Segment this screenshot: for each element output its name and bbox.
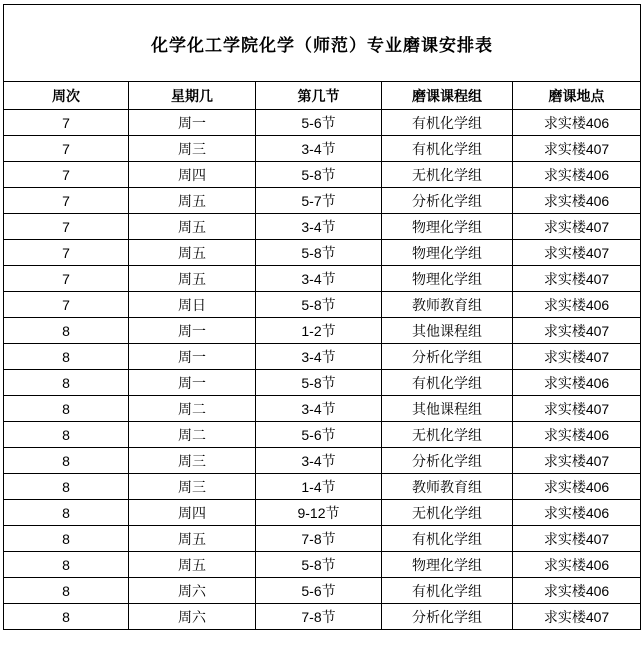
table-cell: 8 (4, 422, 129, 448)
table-row (4, 214, 641, 240)
table-cell: 有机化学组 (382, 110, 513, 136)
table-cell: 周三 (129, 474, 256, 500)
schedule-sheet (3, 4, 640, 630)
table-cell: 7 (4, 110, 129, 136)
table-cell: 分析化学组 (382, 604, 513, 630)
table-cell: 3-4节 (256, 448, 382, 474)
table-row (4, 136, 641, 162)
table-row (4, 526, 641, 552)
table-cell: 5-8节 (256, 240, 382, 266)
table-cell: 求实楼407 (513, 240, 641, 266)
table-cell: 求实楼406 (513, 422, 641, 448)
table-cell: 无机化学组 (382, 162, 513, 188)
table-cell: 5-8节 (256, 292, 382, 318)
table-cell: 无机化学组 (382, 500, 513, 526)
table-cell: 其他课程组 (382, 396, 513, 422)
table-cell: 7 (4, 266, 129, 292)
table-row (4, 552, 641, 578)
table-cell: 7 (4, 188, 129, 214)
table-cell: 7-8节 (256, 604, 382, 630)
table-cell: 无机化学组 (382, 422, 513, 448)
table-cell: 7 (4, 240, 129, 266)
table-cell: 周一 (129, 110, 256, 136)
table-cell: 周五 (129, 266, 256, 292)
table-cell: 1-2节 (256, 318, 382, 344)
table-cell: 有机化学组 (382, 370, 513, 396)
table-body (4, 110, 641, 630)
table-cell: 周五 (129, 552, 256, 578)
table-cell: 7 (4, 162, 129, 188)
table-cell: 求实楼406 (513, 370, 641, 396)
table-cell: 教师教育组 (382, 474, 513, 500)
column-header-location: 磨课地点 (513, 82, 641, 110)
table-cell: 周五 (129, 214, 256, 240)
table-cell: 3-4节 (256, 266, 382, 292)
table-cell: 8 (4, 526, 129, 552)
table-cell: 周四 (129, 500, 256, 526)
table-cell: 有机化学组 (382, 526, 513, 552)
table-cell: 5-7节 (256, 188, 382, 214)
table-cell: 求实楼406 (513, 500, 641, 526)
table-cell: 求实楼407 (513, 266, 641, 292)
table-row (4, 162, 641, 188)
table-row (4, 240, 641, 266)
table-cell: 3-4节 (256, 344, 382, 370)
table-cell: 求实楼407 (513, 214, 641, 240)
table-row (4, 604, 641, 630)
header-row (4, 82, 641, 110)
table-cell: 周一 (129, 344, 256, 370)
table-cell: 1-4节 (256, 474, 382, 500)
table-cell: 5-6节 (256, 578, 382, 604)
table-cell: 求实楼406 (513, 552, 641, 578)
table-cell: 物理化学组 (382, 214, 513, 240)
table-cell: 7 (4, 292, 129, 318)
table-cell: 物理化学组 (382, 240, 513, 266)
column-header-weekday: 星期几 (129, 82, 256, 110)
table-cell: 8 (4, 318, 129, 344)
table-cell: 7 (4, 136, 129, 162)
title-row (4, 5, 641, 82)
table-cell: 8 (4, 474, 129, 500)
table-cell: 周五 (129, 240, 256, 266)
schedule-table (3, 4, 641, 630)
table-cell: 7-8节 (256, 526, 382, 552)
table-cell: 求实楼407 (513, 344, 641, 370)
table-row (4, 396, 641, 422)
table-cell: 3-4节 (256, 396, 382, 422)
table-cell: 求实楼407 (513, 448, 641, 474)
table-cell: 周二 (129, 396, 256, 422)
table-cell: 分析化学组 (382, 344, 513, 370)
table-cell: 求实楼407 (513, 136, 641, 162)
table-cell: 8 (4, 344, 129, 370)
column-header-course-group: 磨课课程组 (382, 82, 513, 110)
table-cell: 5-6节 (256, 422, 382, 448)
table-cell: 周一 (129, 318, 256, 344)
table-cell: 5-6节 (256, 110, 382, 136)
table-cell: 求实楼407 (513, 396, 641, 422)
table-cell: 分析化学组 (382, 188, 513, 214)
column-header-period: 第几节 (256, 82, 382, 110)
table-cell: 8 (4, 370, 129, 396)
table-row (4, 292, 641, 318)
table-row (4, 344, 641, 370)
table-cell: 周一 (129, 370, 256, 396)
table-cell: 求实楼407 (513, 604, 641, 630)
table-cell: 周六 (129, 604, 256, 630)
table-cell: 8 (4, 500, 129, 526)
table-cell: 求实楼406 (513, 188, 641, 214)
table-row (4, 422, 641, 448)
table-cell: 周四 (129, 162, 256, 188)
table-cell: 求实楼406 (513, 162, 641, 188)
column-header-week: 周次 (4, 82, 129, 110)
page-title: 化学化工学院化学（师范）专业磨课安排表 (4, 5, 641, 82)
table-row (4, 474, 641, 500)
table-cell: 3-4节 (256, 136, 382, 162)
table-row (4, 110, 641, 136)
table-row (4, 500, 641, 526)
table-cell: 5-8节 (256, 552, 382, 578)
table-cell: 有机化学组 (382, 578, 513, 604)
table-cell: 周二 (129, 422, 256, 448)
table-cell: 周五 (129, 188, 256, 214)
table-cell: 求实楼406 (513, 578, 641, 604)
table-cell: 周六 (129, 578, 256, 604)
table-cell: 教师教育组 (382, 292, 513, 318)
table-cell: 8 (4, 448, 129, 474)
table-cell: 8 (4, 552, 129, 578)
table-cell: 周日 (129, 292, 256, 318)
table-cell: 物理化学组 (382, 552, 513, 578)
table-cell: 8 (4, 578, 129, 604)
table-cell: 8 (4, 604, 129, 630)
table-cell: 求实楼406 (513, 474, 641, 500)
table-cell: 9-12节 (256, 500, 382, 526)
table-cell: 8 (4, 396, 129, 422)
table-row (4, 448, 641, 474)
table-cell: 物理化学组 (382, 266, 513, 292)
table-cell: 5-8节 (256, 162, 382, 188)
table-cell: 有机化学组 (382, 136, 513, 162)
table-row (4, 578, 641, 604)
table-row (4, 188, 641, 214)
table-row (4, 370, 641, 396)
table-cell: 求实楼406 (513, 292, 641, 318)
table-cell: 3-4节 (256, 214, 382, 240)
table-cell: 其他课程组 (382, 318, 513, 344)
table-row (4, 318, 641, 344)
table-cell: 5-8节 (256, 370, 382, 396)
table-cell: 周三 (129, 136, 256, 162)
table-cell: 求实楼407 (513, 318, 641, 344)
table-cell: 周五 (129, 526, 256, 552)
table-cell: 分析化学组 (382, 448, 513, 474)
table-cell: 7 (4, 214, 129, 240)
table-row (4, 266, 641, 292)
table-cell: 求实楼407 (513, 526, 641, 552)
table-cell: 周三 (129, 448, 256, 474)
table-cell: 求实楼406 (513, 110, 641, 136)
